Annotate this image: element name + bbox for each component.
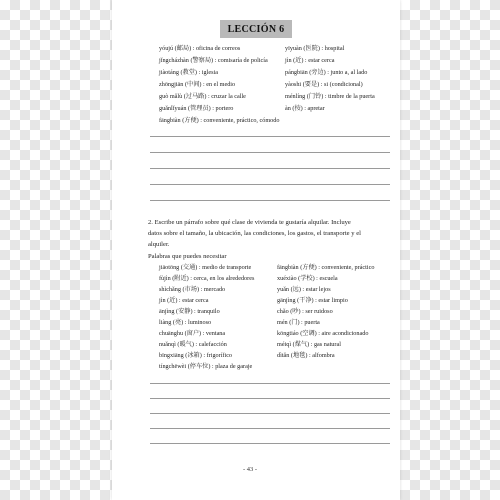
writing-line: [150, 398, 390, 399]
vocab-item: zhōngjiān (中间) : en el medio: [159, 81, 236, 88]
vocab-item: guǎnlǐyuán (管理员) : portero: [159, 105, 234, 112]
vocab-item: yīyuàn (医院) : hospital: [285, 45, 345, 52]
writing-line: [150, 413, 390, 414]
vocab-item: yuǎn (远) : estar lejos: [277, 286, 331, 293]
vocab-item: jìn (近) : estar cerca: [159, 297, 209, 304]
vocab-item: tíngchēwèi (停车位) : plaza de garaje: [159, 363, 253, 370]
vocab-item: xuéxiào (学校) : escuela: [277, 275, 338, 282]
vocab-item: méiqì (煤气) : gas natural: [277, 341, 341, 348]
vocab-item: mén (门) : puerta: [277, 319, 320, 326]
vocab-item: chuānghu (窗户) : ventana: [159, 330, 226, 337]
vocab-item: chǎo (吵) : ser ruidoso: [277, 308, 333, 315]
lesson-header: [220, 20, 292, 38]
vocab-item: fùjìn (附近) : cerca, en los alrededores: [159, 275, 255, 282]
vocab-item: dìtǎn (地毯) : alfombra: [277, 352, 335, 359]
exercise-instruction-line: alquiler.: [148, 241, 170, 248]
vocab-item: fāngbiàn (方便) : conveniente, práctico, cómodo: [159, 117, 280, 124]
vocab-item: ānjìng (安静) : tranquilo: [159, 308, 220, 315]
vocab-item: jǐngcházhàn (警察局) : comisaría de policía: [159, 57, 268, 64]
vocab-item: ménlíng (门铃) : timbre de la puerta: [285, 93, 375, 100]
vocab-item: nuǎnqì (暖气) : calefacción: [159, 341, 227, 348]
vocab-item: guò mǎlù (过马路) : cruzar la calle: [159, 93, 246, 100]
vocab-item: liàng (亮) : luminoso: [159, 319, 212, 326]
writing-line: [150, 184, 390, 185]
writing-line: [150, 383, 390, 384]
writing-line: [150, 200, 390, 201]
vocab-item: àn (按) : apretar: [285, 105, 325, 112]
vocab-item: yàoshi (要是) : si (condicional): [285, 81, 363, 88]
writing-line: [150, 168, 390, 169]
vocab-item: fāngbiàn (方便) : conveniente, práctico: [277, 264, 375, 271]
writing-line: [150, 428, 390, 429]
word-list-subtitle: Palabras que puedes necesitar: [148, 253, 227, 260]
vocab-item: jiāotōng (交通) : medio de transporte: [159, 264, 252, 271]
vocab-item: pángbiān (旁边) : junto a, al lado: [285, 69, 368, 76]
writing-line: [150, 136, 390, 137]
vocab-item: gānjìng (干净) : estar limpio: [277, 297, 348, 304]
vocab-item: yóujú (邮局) : oficina de correos: [159, 45, 241, 52]
page-number: - 43 -: [242, 466, 258, 473]
vocab-item: kōngtiáo (空调) : aire acondicionado: [277, 330, 369, 337]
exercise-instruction-line: datos sobre el tamaño, la ubicación, las condiciones, los gastos, el transporte y el: [148, 230, 361, 237]
writing-line: [150, 152, 390, 153]
exercise-instruction-line: 2. Escribe un párrafo sobre qué clase de vivienda te gustaría alquilar. Incluye: [148, 219, 351, 226]
lesson-title: LECCIÓN 6: [227, 23, 285, 35]
vocab-item: bīngxiāng (冰箱) : frigorífico: [159, 352, 233, 359]
writing-line: [150, 443, 390, 444]
vocab-item: jìn (近) : estar cerca: [285, 57, 335, 64]
vocab-item: jiàotáng (教堂) : iglesia: [159, 69, 218, 76]
vocab-item: shìchǎng (市场) : mercado: [159, 286, 226, 293]
